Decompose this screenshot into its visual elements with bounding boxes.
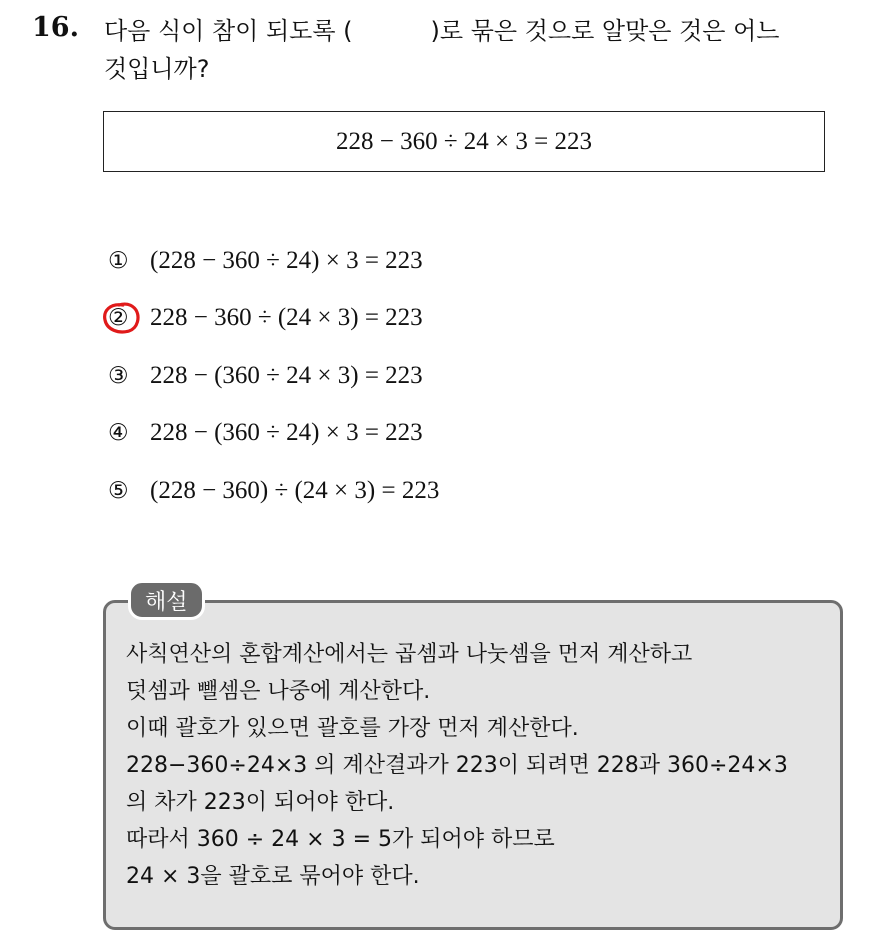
question-text-line2: 것입니까? — [104, 55, 210, 83]
question-text-part2: )로 묶은 것으로 알맞은 것은 어느 — [430, 17, 780, 45]
explanation-line: 덧셈과 뺄셈은 나중에 계산한다. — [126, 679, 431, 704]
choice-list — [108, 232, 439, 520]
choice-3[interactable] — [108, 347, 439, 405]
choice-expression: 228 − 360 ÷ (24 × 3) = 223 — [150, 304, 423, 332]
choice-expression: 228 − (360 ÷ 24 × 3) = 223 — [150, 361, 423, 389]
choice-number: ④ — [108, 420, 129, 447]
explanation-label: 해설 — [128, 580, 205, 620]
explanation-line: 의 차가 223이 되어야 한다. — [126, 790, 395, 815]
choice-number: ② — [108, 305, 129, 332]
explanation-line: 24 × 3을 괄호로 묶어야 한다. — [126, 864, 420, 889]
choice-4[interactable] — [108, 405, 439, 463]
explanation-line: 이때 괄호가 있으면 괄호를 가장 먼저 계산한다. — [126, 716, 579, 741]
choice-2[interactable] — [108, 290, 439, 348]
question-text-part1: 다음 식이 참이 되도록 ( — [104, 17, 353, 45]
choice-5[interactable] — [108, 462, 439, 520]
choice-number: ⑤ — [108, 477, 129, 504]
question-text — [104, 12, 864, 88]
explanation-line: 따라서 360 ÷ 24 × 3 = 5가 되어야 하므로 — [126, 827, 555, 852]
explanation-text — [126, 636, 831, 895]
equation-text: 228 − 360 ÷ 24 × 3 = 223 — [335, 127, 593, 155]
choice-number: ③ — [108, 362, 129, 389]
equation-box — [103, 111, 825, 172]
choice-expression: (228 − 360) ÷ (24 × 3) = 223 — [150, 476, 440, 504]
choice-1[interactable] — [108, 232, 439, 290]
choice-expression: 228 − (360 ÷ 24) × 3 = 223 — [150, 419, 423, 447]
explanation-line: 228−360÷24×3 의 계산결과가 223이 되려면 228과 360÷24×3 — [126, 753, 788, 778]
question-number: 16. — [32, 12, 79, 43]
explanation-line: 사칙연산의 혼합계산에서는 곱셈과 나눗셈을 먼저 계산하고 — [126, 642, 693, 667]
choice-number: ① — [108, 247, 129, 274]
choice-expression: (228 − 360 ÷ 24) × 3 = 223 — [150, 246, 423, 274]
